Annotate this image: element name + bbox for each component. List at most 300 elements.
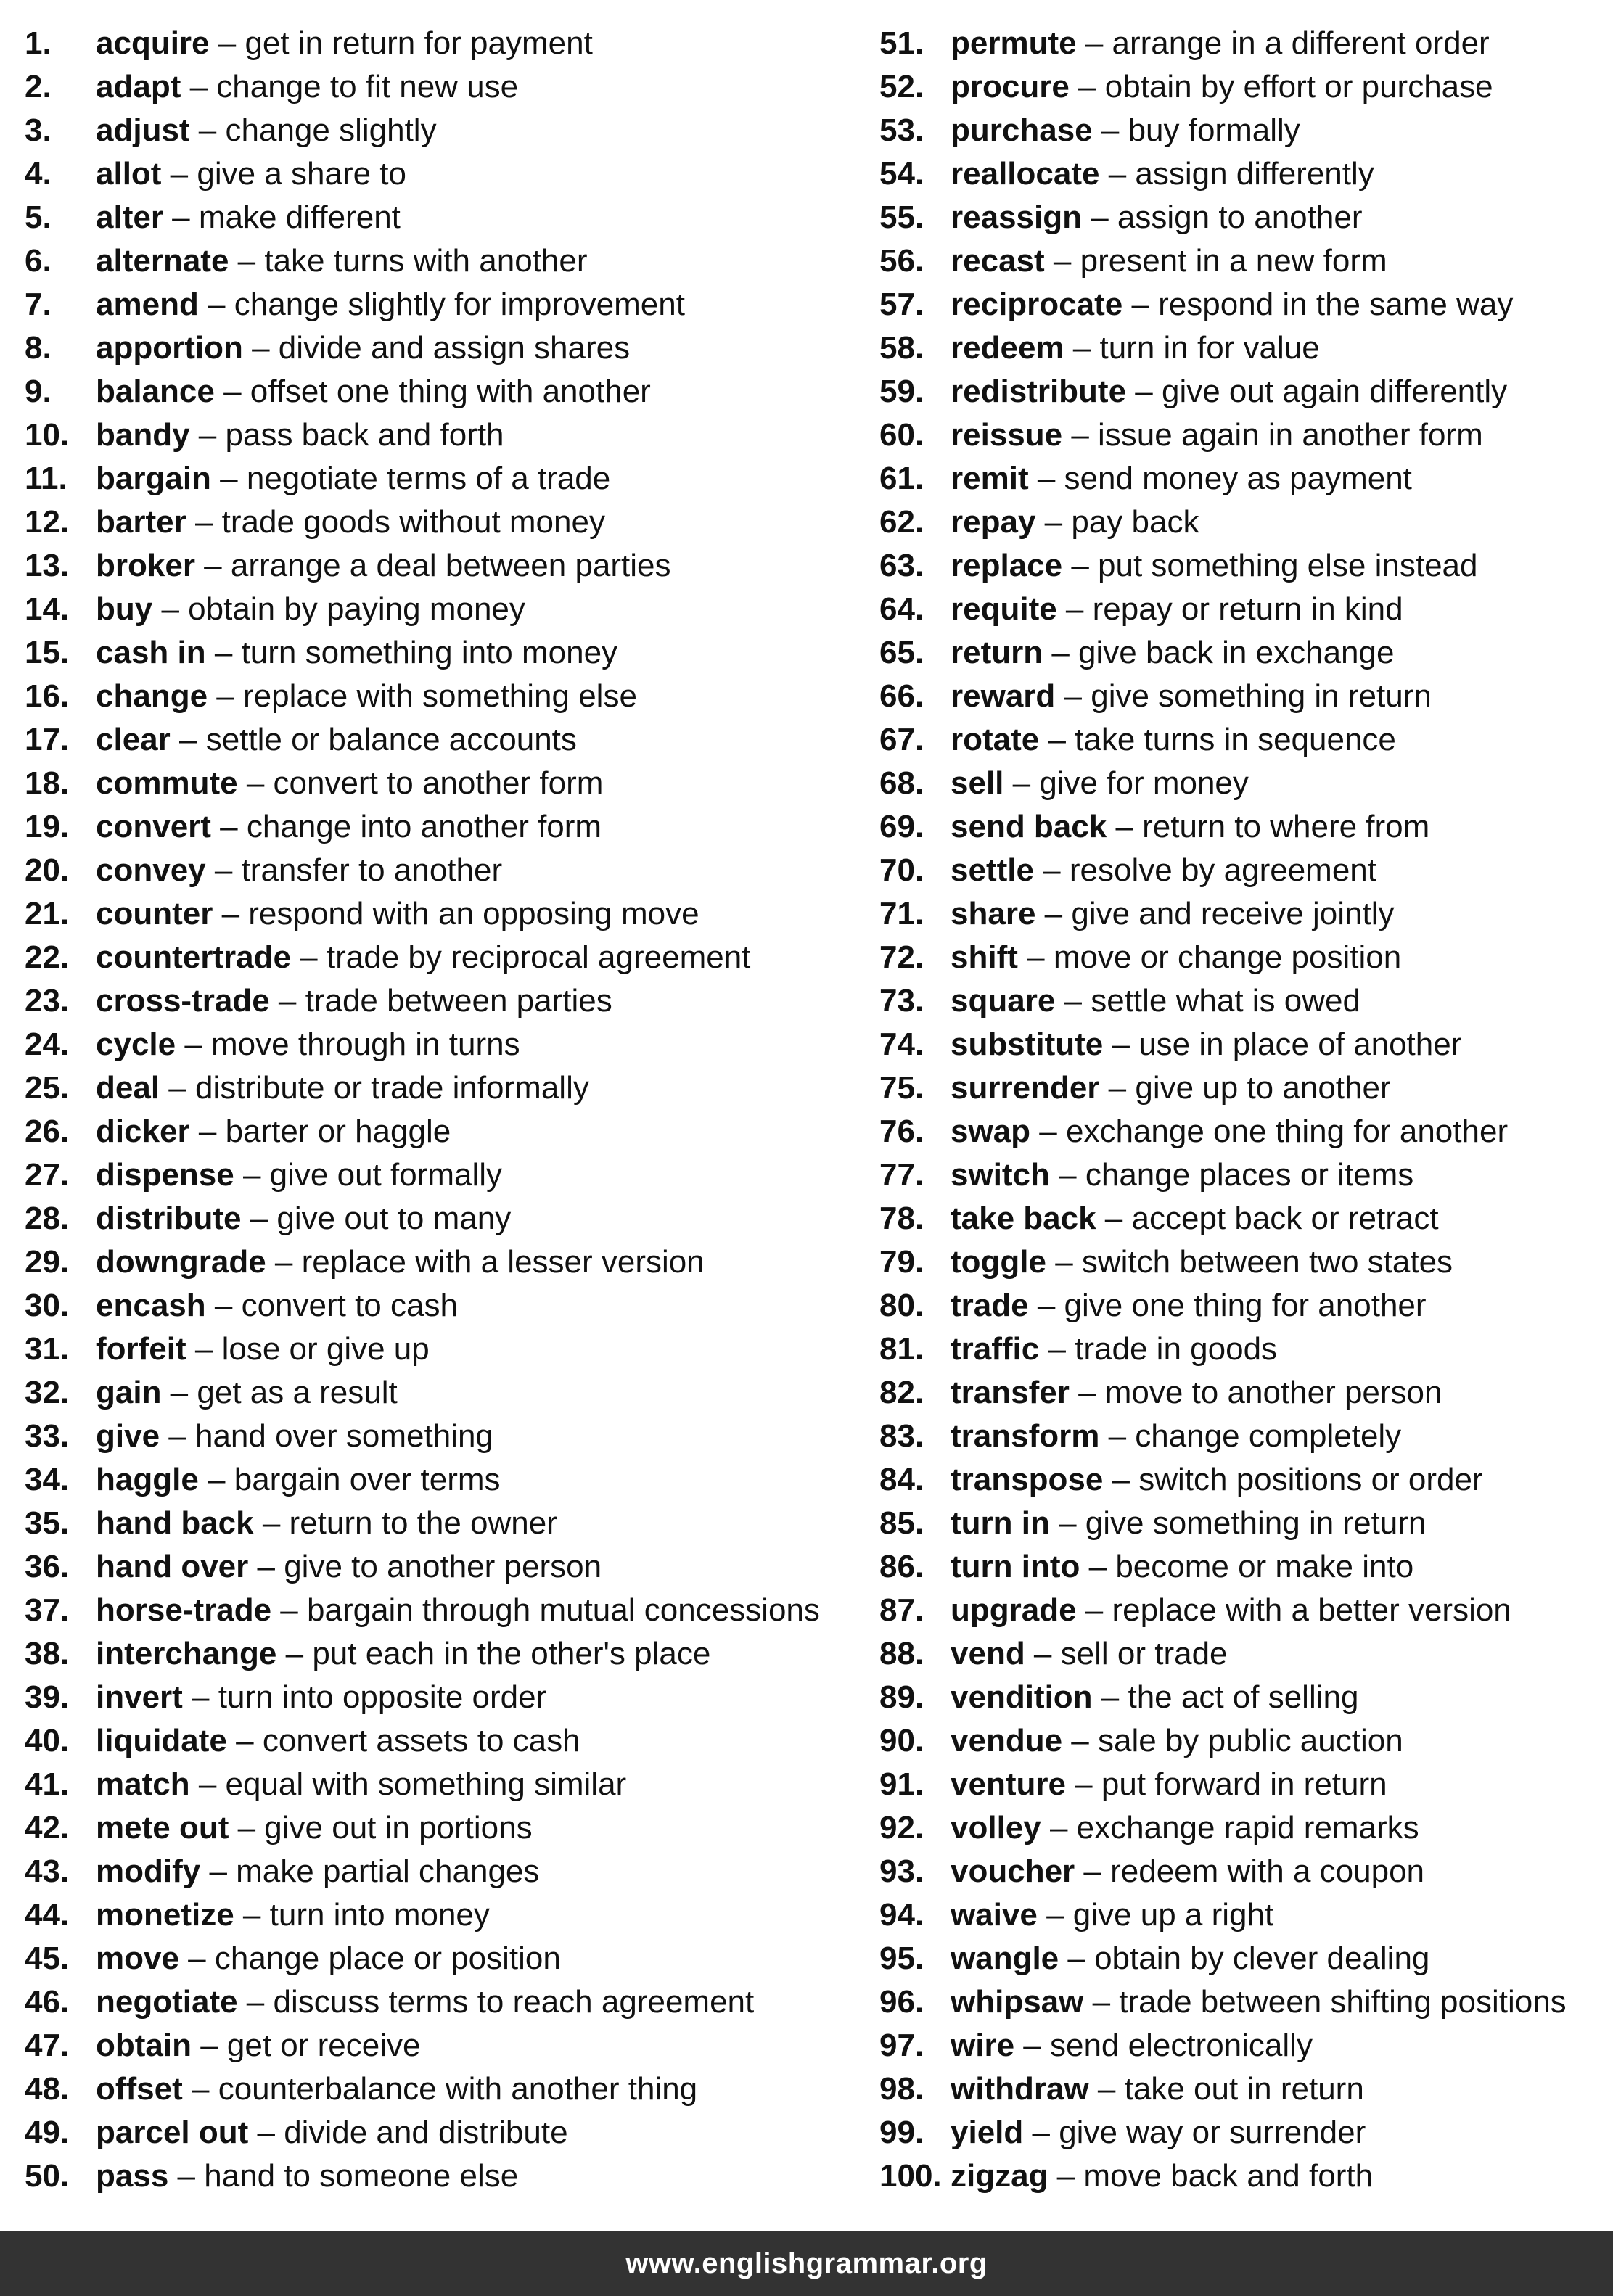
- item-separator: –: [237, 765, 274, 801]
- item-definition: give something in return: [1085, 1505, 1427, 1541]
- item-definition: convert to cash: [241, 1288, 458, 1323]
- item-number: 18.: [25, 765, 70, 801]
- item-definition: equal with something similar: [225, 1766, 627, 1802]
- item-definition: distribute or trade informally: [194, 1070, 589, 1106]
- item-number: 56.: [879, 243, 924, 279]
- item-separator: –: [1075, 1853, 1111, 1889]
- item-number: 1.: [25, 25, 52, 61]
- item-definition: divide and distribute: [284, 2115, 568, 2150]
- list-item: [25, 1458, 845, 1502]
- item-word: send back: [951, 809, 1107, 844]
- item-separator: –: [1062, 417, 1099, 453]
- item-separator: –: [198, 1462, 234, 1497]
- item-word: vendition: [951, 1679, 1093, 1715]
- item-definition: arrange in a different order: [1112, 25, 1490, 61]
- item-word: apportion: [96, 330, 243, 366]
- item-definition: bargain through mutual concessions: [307, 1592, 820, 1628]
- item-separator: –: [168, 2158, 205, 2194]
- item-number: 17.: [25, 722, 70, 757]
- item-definition: lose or give up: [221, 1331, 430, 1367]
- list-item: [879, 326, 1598, 370]
- item-word: square: [951, 983, 1056, 1019]
- item-separator: –: [160, 1070, 195, 1106]
- list-item: [879, 1937, 1598, 1980]
- item-number: 20.: [25, 852, 70, 888]
- item-definition: hand to someone else: [204, 2158, 519, 2194]
- item-separator: –: [1055, 678, 1091, 714]
- item-word: voucher: [951, 1853, 1075, 1889]
- item-separator: –: [1126, 374, 1162, 409]
- item-number: 83.: [879, 1418, 924, 1454]
- item-definition: give one thing for another: [1064, 1288, 1427, 1323]
- item-word: recast: [951, 243, 1045, 279]
- item-separator: –: [1035, 896, 1072, 931]
- item-word: bargain: [96, 461, 211, 496]
- item-definition: give out again differently: [1161, 374, 1508, 409]
- item-definition: trade goods without money: [221, 504, 605, 540]
- item-number: 11.: [25, 461, 67, 496]
- item-definition: hand over something: [194, 1418, 493, 1454]
- item-separator: –: [191, 2028, 227, 2063]
- item-separator: –: [1037, 1897, 1073, 1933]
- item-separator: –: [205, 1288, 242, 1323]
- item-separator: –: [178, 1941, 215, 1976]
- item-definition: switch positions or order: [1138, 1462, 1483, 1497]
- item-definition: give for money: [1039, 765, 1249, 801]
- item-number: 34.: [25, 1462, 70, 1497]
- item-definition: arrange a deal between parties: [230, 548, 671, 583]
- list-item: [879, 457, 1598, 501]
- item-word: change: [96, 678, 208, 714]
- list-item: [879, 1197, 1598, 1240]
- item-definition: barter or haggle: [225, 1114, 451, 1149]
- item-separator: –: [1062, 548, 1099, 583]
- item-number: 96.: [879, 1984, 924, 2020]
- item-separator: –: [1065, 1766, 1101, 1802]
- item-definition: obtain by effort or purchase: [1104, 69, 1493, 104]
- item-separator: –: [210, 461, 247, 496]
- item-number: 28.: [25, 1201, 70, 1236]
- list-item: [25, 1240, 845, 1284]
- item-number: 88.: [879, 1636, 924, 1671]
- list-item: [879, 675, 1598, 718]
- list-item: [879, 544, 1598, 588]
- item-word: balance: [96, 374, 215, 409]
- item-word: shift: [951, 939, 1018, 975]
- item-word: countertrade: [96, 939, 291, 975]
- item-word: withdraw: [951, 2071, 1089, 2107]
- item-word: surrender: [951, 1070, 1100, 1106]
- item-definition: give up to another: [1135, 1070, 1391, 1106]
- item-number: 97.: [879, 2028, 924, 2063]
- item-word: hand over: [96, 1549, 249, 1584]
- item-separator: –: [1069, 1375, 1105, 1410]
- item-separator: –: [209, 25, 245, 61]
- item-definition: send money as payment: [1064, 461, 1412, 496]
- item-number: 5.: [25, 199, 52, 235]
- item-separator: –: [248, 1549, 284, 1584]
- list-item: [879, 283, 1598, 326]
- item-word: waive: [951, 1897, 1038, 1933]
- item-definition: issue again in another form: [1098, 417, 1483, 453]
- item-word: monetize: [96, 1897, 234, 1933]
- list-item: [25, 1632, 845, 1676]
- item-word: swap: [951, 1114, 1031, 1149]
- item-number: 44.: [25, 1897, 70, 1933]
- item-separator: –: [1043, 635, 1079, 670]
- item-separator: –: [1056, 591, 1093, 627]
- item-definition: return to the owner: [289, 1505, 557, 1541]
- item-separator: –: [189, 1766, 226, 1802]
- item-separator: –: [170, 722, 206, 757]
- item-word: remit: [951, 461, 1029, 496]
- item-definition: turn in for value: [1099, 330, 1320, 366]
- item-word: parcel out: [96, 2115, 249, 2150]
- list-item: [25, 1545, 845, 1589]
- item-separator: –: [269, 983, 305, 1019]
- item-word: invert: [96, 1679, 183, 1715]
- item-word: share: [951, 896, 1036, 931]
- item-number: 42.: [25, 1810, 70, 1846]
- item-number: 61.: [879, 461, 924, 496]
- item-word: vendue: [951, 1723, 1063, 1758]
- list-item: [25, 1806, 845, 1850]
- item-number: 29.: [25, 1244, 70, 1280]
- item-word: whipsaw: [951, 1984, 1084, 2020]
- item-separator: –: [290, 939, 327, 975]
- list-item: [879, 849, 1598, 892]
- item-number: 91.: [879, 1766, 924, 1802]
- item-definition: assign to another: [1117, 199, 1363, 235]
- item-definition: give up a right: [1072, 1897, 1274, 1933]
- item-definition: move to another person: [1104, 1375, 1442, 1410]
- list-item: [25, 65, 845, 109]
- list-item: [25, 675, 845, 718]
- list-item: [25, 1153, 845, 1197]
- item-number: 37.: [25, 1592, 70, 1628]
- footer-url[interactable]: www.englishgrammar.org: [625, 2247, 988, 2279]
- item-separator: –: [226, 1723, 263, 1758]
- list-item: [879, 805, 1598, 849]
- list-item: [25, 849, 845, 892]
- item-number: 77.: [879, 1157, 924, 1193]
- item-number: 98.: [879, 2071, 924, 2107]
- item-definition: put forward in return: [1101, 1766, 1387, 1802]
- item-definition: exchange one thing for another: [1065, 1114, 1509, 1149]
- item-number: 85.: [879, 1505, 924, 1541]
- list-item: [879, 1632, 1598, 1676]
- item-definition: obtain by paying money: [188, 591, 525, 627]
- list-item: [25, 544, 845, 588]
- item-word: commute: [96, 765, 238, 801]
- item-word: encash: [96, 1288, 206, 1323]
- list-item: [25, 370, 845, 413]
- item-definition: trade by reciprocal agreement: [326, 939, 751, 975]
- item-word: forfeit: [96, 1331, 186, 1367]
- item-separator: –: [189, 112, 226, 148]
- list-item: [25, 1502, 845, 1545]
- list-item: [25, 1371, 845, 1415]
- item-word: allot: [96, 156, 162, 192]
- item-definition: exchange rapid remarks: [1076, 1810, 1419, 1846]
- list-item: [25, 718, 845, 762]
- item-number: 32.: [25, 1375, 70, 1410]
- item-separator: –: [205, 852, 242, 888]
- item-word: alter: [96, 199, 163, 235]
- item-number: 2.: [25, 69, 52, 104]
- item-word: convey: [96, 852, 206, 888]
- list-item: [879, 588, 1598, 631]
- item-word: procure: [951, 69, 1070, 104]
- item-definition: turn into opposite order: [218, 1679, 547, 1715]
- item-separator: –: [200, 1853, 237, 1889]
- item-word: settle: [951, 852, 1034, 888]
- item-number: 81.: [879, 1331, 924, 1367]
- list-item: [879, 2067, 1598, 2111]
- item-definition: the act of selling: [1128, 1679, 1359, 1715]
- item-definition: buy formally: [1128, 112, 1300, 148]
- item-definition: use in place of another: [1138, 1026, 1462, 1062]
- list-item: [879, 2111, 1598, 2155]
- list-item: [25, 2111, 845, 2155]
- list-item: [879, 370, 1598, 413]
- item-separator: –: [242, 330, 279, 366]
- item-word: adapt: [96, 69, 181, 104]
- item-number: 48.: [25, 2071, 70, 2107]
- item-word: zigzag: [951, 2158, 1048, 2194]
- item-separator: –: [205, 635, 242, 670]
- item-definition: take out in return: [1124, 2071, 1364, 2107]
- item-definition: respond in the same way: [1158, 287, 1514, 322]
- list-item: [25, 1763, 845, 1806]
- list-item: [25, 979, 845, 1023]
- item-definition: change completely: [1135, 1418, 1402, 1454]
- item-definition: counterbalance with another thing: [218, 2071, 698, 2107]
- list-item: [25, 1415, 845, 1458]
- list-item: [879, 979, 1598, 1023]
- item-definition: replace with a better version: [1112, 1592, 1511, 1628]
- item-definition: change slightly for improvement: [234, 287, 685, 322]
- item-definition: move back and forth: [1083, 2158, 1374, 2194]
- item-number: 79.: [879, 1244, 924, 1280]
- item-definition: bargain over terms: [234, 1462, 501, 1497]
- list-item: [879, 1980, 1598, 2024]
- item-definition: offset one thing with another: [250, 374, 651, 409]
- list-item: [25, 2067, 845, 2111]
- list-item: [879, 1110, 1598, 1153]
- item-number: 27.: [25, 1157, 70, 1193]
- list-item: [879, 65, 1598, 109]
- item-number: 46.: [25, 1984, 70, 2020]
- list-item: [879, 1153, 1598, 1197]
- item-word: buy: [96, 591, 153, 627]
- item-separator: –: [1122, 287, 1159, 322]
- list-item: [879, 1415, 1598, 1458]
- item-number: 7.: [25, 287, 52, 322]
- item-separator: –: [1103, 1462, 1139, 1497]
- item-number: 47.: [25, 2028, 70, 2063]
- list-item: [879, 1719, 1598, 1763]
- word-list-column-left: [25, 22, 845, 2198]
- item-number: 82.: [879, 1375, 924, 1410]
- item-number: 87.: [879, 1592, 924, 1628]
- item-word: counter: [96, 896, 213, 931]
- item-separator: –: [1055, 983, 1091, 1019]
- item-word: redeem: [951, 330, 1064, 366]
- list-item: [879, 1023, 1598, 1066]
- list-item: [879, 1284, 1598, 1328]
- item-separator: –: [234, 1157, 270, 1193]
- item-number: 40.: [25, 1723, 70, 1758]
- list-item: [25, 936, 845, 979]
- item-number: 75.: [879, 1070, 924, 1106]
- item-number: 84.: [879, 1462, 924, 1497]
- item-number: 52.: [879, 69, 924, 104]
- item-number: 21.: [25, 896, 70, 931]
- item-separator: –: [214, 374, 250, 409]
- item-separator: –: [1046, 1244, 1082, 1280]
- item-number: 39.: [25, 1679, 70, 1715]
- item-word: yield: [951, 2115, 1024, 2150]
- list-item: [879, 109, 1598, 152]
- item-word: trade: [951, 1288, 1029, 1323]
- item-word: transpose: [951, 1462, 1104, 1497]
- item-word: negotiate: [96, 1984, 238, 2020]
- item-number: 45.: [25, 1941, 70, 1976]
- item-number: 19.: [25, 809, 70, 844]
- item-definition: convert assets to cash: [262, 1723, 580, 1758]
- item-number: 76.: [879, 1114, 924, 1149]
- list-item: [25, 1719, 845, 1763]
- item-separator: –: [1069, 69, 1105, 104]
- item-definition: switch between two states: [1081, 1244, 1453, 1280]
- item-word: rotate: [951, 722, 1040, 757]
- item-separator: –: [1039, 722, 1075, 757]
- item-definition: change to fit new use: [216, 69, 519, 104]
- item-separator: –: [1092, 112, 1128, 148]
- item-definition: settle what is owed: [1091, 983, 1360, 1019]
- item-separator: –: [161, 156, 197, 192]
- item-definition: become or make into: [1115, 1549, 1414, 1584]
- list-item: [25, 501, 845, 544]
- item-word: repay: [951, 504, 1036, 540]
- item-separator: –: [1099, 156, 1136, 192]
- item-definition: give back in exchange: [1078, 635, 1395, 670]
- footer-bar: [0, 2231, 1613, 2296]
- item-word: alternate: [96, 243, 229, 279]
- item-definition: assign differently: [1135, 156, 1374, 192]
- list-item: [25, 2155, 845, 2198]
- item-definition: sale by public auction: [1097, 1723, 1403, 1758]
- item-number: 26.: [25, 1114, 70, 1149]
- item-number: 95.: [879, 1941, 924, 1976]
- list-item: [25, 239, 845, 283]
- item-number: 54.: [879, 156, 924, 192]
- item-separator: –: [182, 2071, 218, 2107]
- list-item: [879, 1502, 1598, 1545]
- item-definition: negotiate terms of a trade: [246, 461, 611, 496]
- item-definition: turn into money: [269, 1897, 490, 1933]
- item-separator: –: [1039, 1331, 1075, 1367]
- item-number: 13.: [25, 548, 70, 583]
- item-number: 4.: [25, 156, 52, 192]
- item-word: bandy: [96, 417, 190, 453]
- list-item: [25, 1589, 845, 1632]
- item-word: turn in: [951, 1505, 1050, 1541]
- item-separator: –: [181, 69, 217, 104]
- item-number: 69.: [879, 809, 924, 844]
- item-word: cycle: [96, 1026, 176, 1062]
- item-word: pass: [96, 2158, 169, 2194]
- item-number: 53.: [879, 112, 924, 148]
- item-number: 72.: [879, 939, 924, 975]
- list-item: [879, 1676, 1598, 1719]
- item-separator: –: [1076, 1592, 1112, 1628]
- item-definition: divide and assign shares: [278, 330, 631, 366]
- list-item: [25, 631, 845, 675]
- item-definition: send electronically: [1049, 2028, 1313, 2063]
- item-number: 64.: [879, 591, 924, 627]
- item-separator: –: [1035, 504, 1072, 540]
- item-definition: turn something into money: [241, 635, 618, 670]
- item-definition: replace with something else: [242, 678, 637, 714]
- item-word: purchase: [951, 112, 1093, 148]
- item-word: interchange: [96, 1636, 277, 1671]
- item-separator: –: [1107, 809, 1143, 844]
- item-word: wire: [951, 2028, 1015, 2063]
- item-definition: give out in portions: [264, 1810, 533, 1846]
- item-word: downgrade: [96, 1244, 266, 1280]
- item-separator: –: [1028, 1288, 1064, 1323]
- item-number: 9.: [25, 374, 52, 409]
- item-definition: present in a new form: [1080, 243, 1387, 279]
- item-separator: –: [1080, 1549, 1116, 1584]
- item-number: 6.: [25, 243, 52, 279]
- item-word: transfer: [951, 1375, 1070, 1410]
- item-word: distribute: [96, 1201, 242, 1236]
- item-definition: make partial changes: [236, 1853, 540, 1889]
- list-item: [879, 196, 1598, 239]
- item-definition: give way or surrender: [1059, 2115, 1366, 2150]
- item-definition: get as a result: [197, 1375, 398, 1410]
- item-separator: –: [1081, 199, 1117, 235]
- item-separator: –: [1028, 461, 1064, 496]
- list-item: [25, 1066, 845, 1110]
- item-separator: –: [163, 199, 199, 235]
- item-word: convert: [96, 809, 211, 844]
- item-number: 92.: [879, 1810, 924, 1846]
- list-item: [879, 2155, 1598, 2198]
- item-word: broker: [96, 548, 195, 583]
- item-separator: –: [1017, 939, 1054, 975]
- list-item: [879, 1806, 1598, 1850]
- item-number: 71.: [879, 896, 924, 931]
- list-item: [25, 326, 845, 370]
- item-number: 55.: [879, 199, 924, 235]
- item-number: 50.: [25, 2158, 70, 2194]
- item-word: cross-trade: [96, 983, 270, 1019]
- item-word: horse-trade: [96, 1592, 272, 1628]
- list-item: [879, 22, 1598, 65]
- item-definition: put each in the other's place: [312, 1636, 711, 1671]
- item-word: permute: [951, 25, 1077, 61]
- item-number: 16.: [25, 678, 70, 714]
- item-word: dicker: [96, 1114, 190, 1149]
- item-number: 73.: [879, 983, 924, 1019]
- item-separator: –: [1025, 1636, 1061, 1671]
- item-number: 70.: [879, 852, 924, 888]
- item-definition: replace with a lesser version: [301, 1244, 705, 1280]
